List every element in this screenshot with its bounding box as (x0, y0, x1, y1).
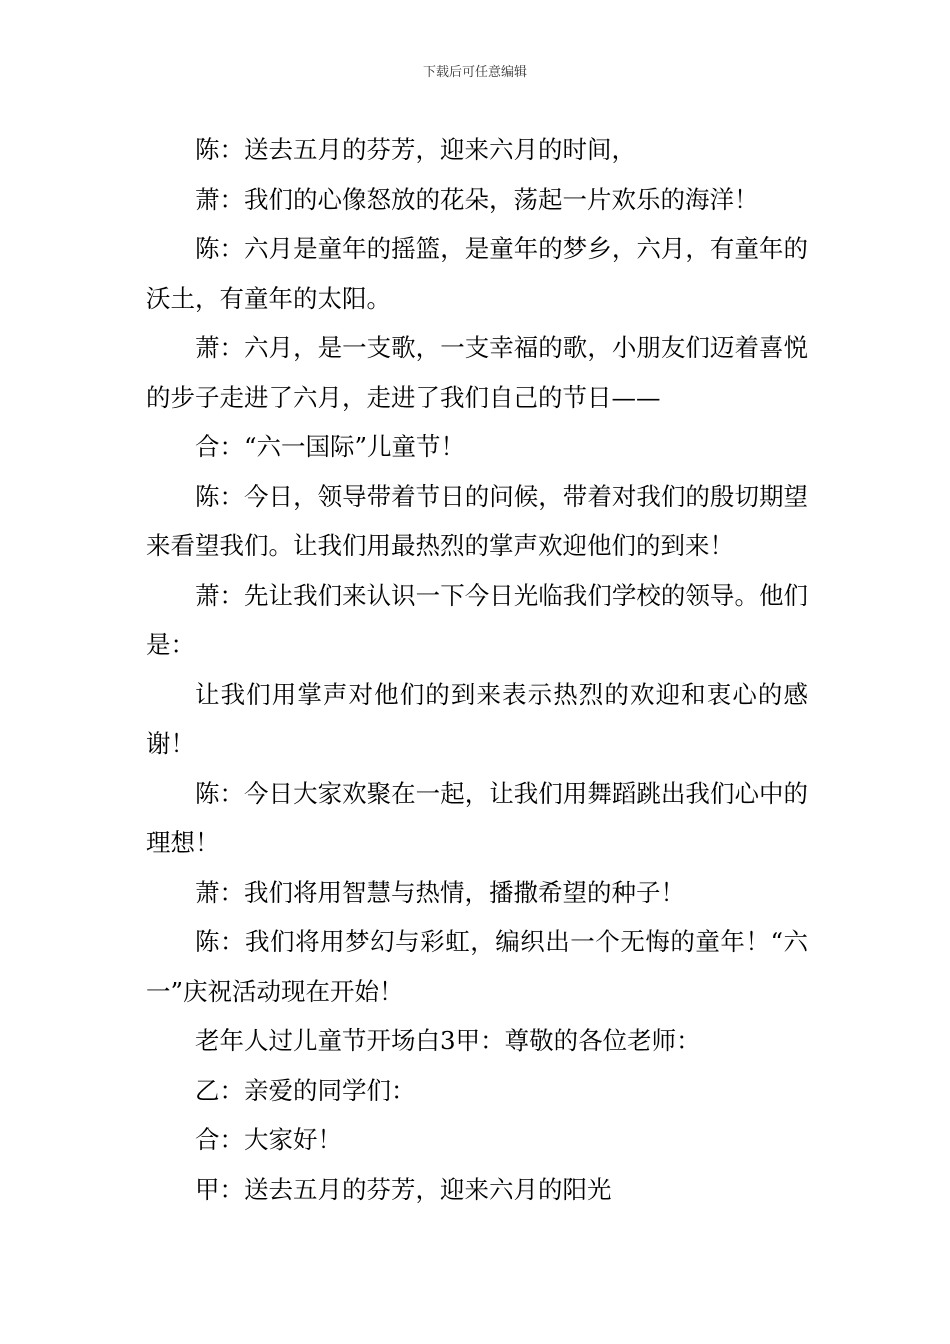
page-header: 下载后可任意编辑 (422, 65, 527, 80)
paragraph: 乙：亲爱的同学们： (195, 1075, 416, 1105)
paragraph: 老年人过儿童节开场白3甲：尊敬的各位老师： (195, 1026, 701, 1055)
paragraph: 陈：今日大家欢聚在一起，让我们用舞蹈跳出我们心中的理想！ (146, 778, 808, 857)
paragraph: 萧：我们的心像怒放的花朵，荡起一片欢乐的海洋！ (195, 184, 759, 214)
paragraph: 陈：我们将用梦幻与彩虹，编织出一个无悔的童年！“六一”庆祝活动现在开始！ (146, 927, 808, 1006)
paragraph: 让我们用掌声对他们的到来表示热烈的欢迎和衷心的感谢！ (146, 679, 808, 758)
paragraph: 萧：先让我们来认识一下今日光临我们学校的领导。他们是： (146, 580, 808, 659)
document-body (146, 125, 808, 1214)
paragraph: 甲：送去五月的芬芳，迎来六月的阳光 (195, 1174, 612, 1204)
paragraph: 合：“六一国际”儿童节！ (195, 432, 466, 461)
paragraph: 萧：六月，是一支歌，一支幸福的歌，小朋友们迈着喜悦的步子走进了六月，走进了我们自己的节日—— (146, 333, 808, 412)
paragraph: 合：大家好！ (195, 1125, 342, 1154)
paragraph: 萧：我们将用智慧与热情，播撒希望的种子！ (195, 877, 685, 907)
paragraph: 陈：今日，领导带着节日的问候，带着对我们的殷切期望来看望我们。让我们用最热烈的掌声欢迎他们的到来！ (146, 481, 808, 560)
paragraph: 陈：六月是童年的摇篮，是童年的梦乡，六月，有童年的沃土，有童年的太阳。 (146, 234, 808, 313)
paragraph: 陈：送去五月的芬芳，迎来六月的时间， (195, 135, 636, 164)
